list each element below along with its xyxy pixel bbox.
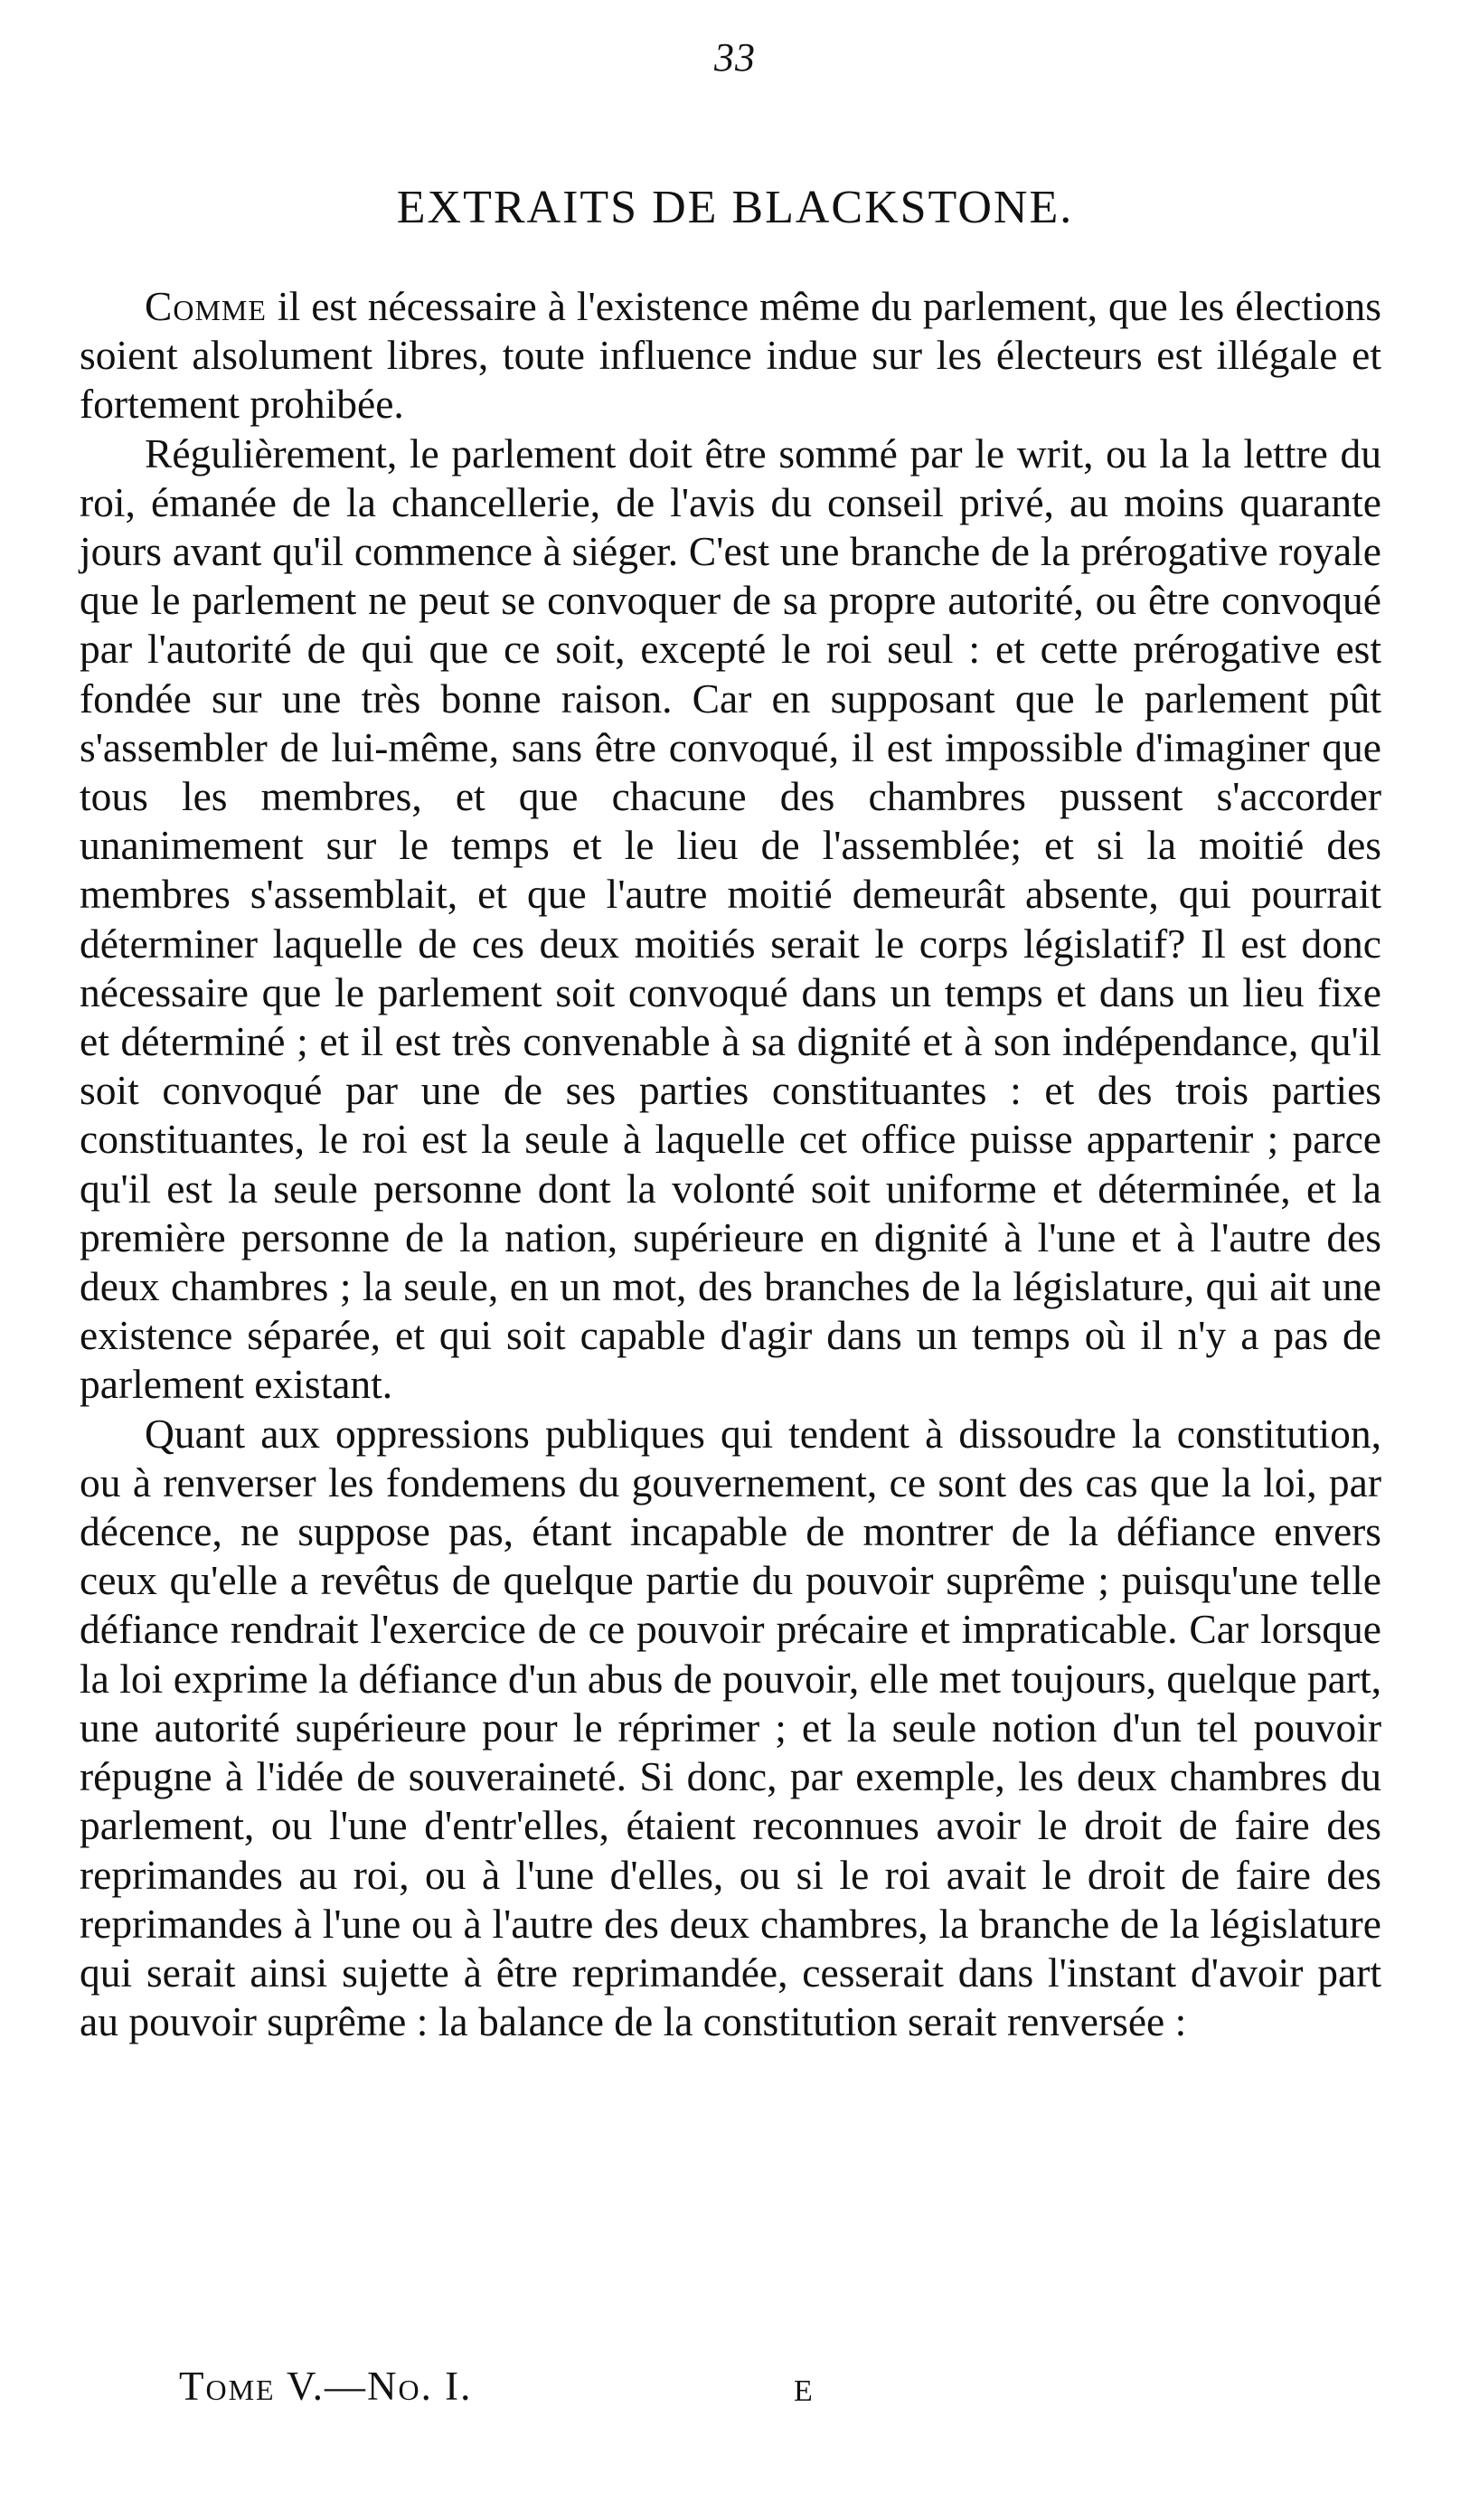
page-number: 33 <box>714 35 756 80</box>
paragraph-1 <box>80 282 1381 429</box>
page-footer <box>179 2362 848 2411</box>
signature-mark: E <box>794 2374 813 2408</box>
paragraph-2: Régulièrement, le parlement doit être sommé par le writ, ou la la lettre du roi, émanée de la chancellerie, de l'avis du conseil privé, au moins quarante jours avant qu'il commence à siéger. C'est une branche de la prérogative royale que le parlement ne peut se convoquer de sa propre autorité, ou être convoqué par l'autorité de qui que ce soit, excepté le roi seul : et cette prérogative est fondée sur une très bonne raison. Car en supposant que le parlement pût s'assembler de lui-même, sans être convoqué, il est impossible d'imaginer que tous les membres, et que chacune des chambres pussent s'accorder unanimement sur le temps et le lieu de l'assemblée; et si la moitié des membres s'assemblait, et que l'autre moitié demeurât absente, qui pourrait déterminer laquelle de ces deux moitiés serait le corps législatif? Il est donc nécessaire que le parlement soit convoqué dans un temps et dans un lieu fixe et déterminé ; et il est très convenable à sa dignité et à son indépendance, qu'il soit convoqué par une de ses parties constituantes : et des trois parties constituantes, le roi est la seule à laquelle cet office puisse appartenir ; parce qu'il est la seule personne dont la volonté soit uniforme et déterminée, et la première personne de la nation, supérieure en dignité à l'une et à l'autre des deux chambres ; la seule, en un mot, des branches de la législature, qui ait une existence séparée, et qui soit capable d'agir dans un temps où il n'y a pas de parlement existant. <box>80 429 1381 1408</box>
volume-number: Tome V.—No. I. <box>179 2364 473 2409</box>
paragraph-1-lead: Comme <box>145 283 267 329</box>
paragraph-1-text: il est nécessaire à l'existence même du parlement, que les élections soient alsolument libres, toute influence indue sur les électeurs est illégale et fortement prohibée. <box>80 283 1381 428</box>
page-title: EXTRAITS DE BLACKSTONE. <box>396 182 1074 233</box>
paragraph-3: Quant aux oppressions publiques qui tendent à dissoudre la constitution, ou à renverser les fondemens du gouvernement, ce sont des cas que la loi, par décence, ne suppose pas, étant incapable de montrer de la défiance envers ceux qu'elle a revêtus de quelque partie du pouvoir suprême ; puisqu'une telle défiance rendrait l'exercice de ce pouvoir précaire et impraticable. Car lorsque la loi exprime la défiance d'un abus de pouvoir, elle met toujours, quelque part, une autorité supérieure pour le réprimer ; et la seule notion d'un tel pouvoir répugne à l'idée de souveraineté. Si donc, par exemple, les deux chambres du parlement, ou l'une d'entr'elles, étaient reconnues avoir le droit de faire des reprimandes au roi, ou à l'une d'elles, ou si le roi avait le droit de faire des reprimandes à l'une ou à l'autre des deux chambres, la branche de la législature qui serait ainsi sujette à être reprimandée, cesserait dans l'instant d'avoir part au pouvoir suprême : la balance de la constitution serait renversée : <box>80 1410 1381 2045</box>
body-text <box>80 282 1381 2046</box>
